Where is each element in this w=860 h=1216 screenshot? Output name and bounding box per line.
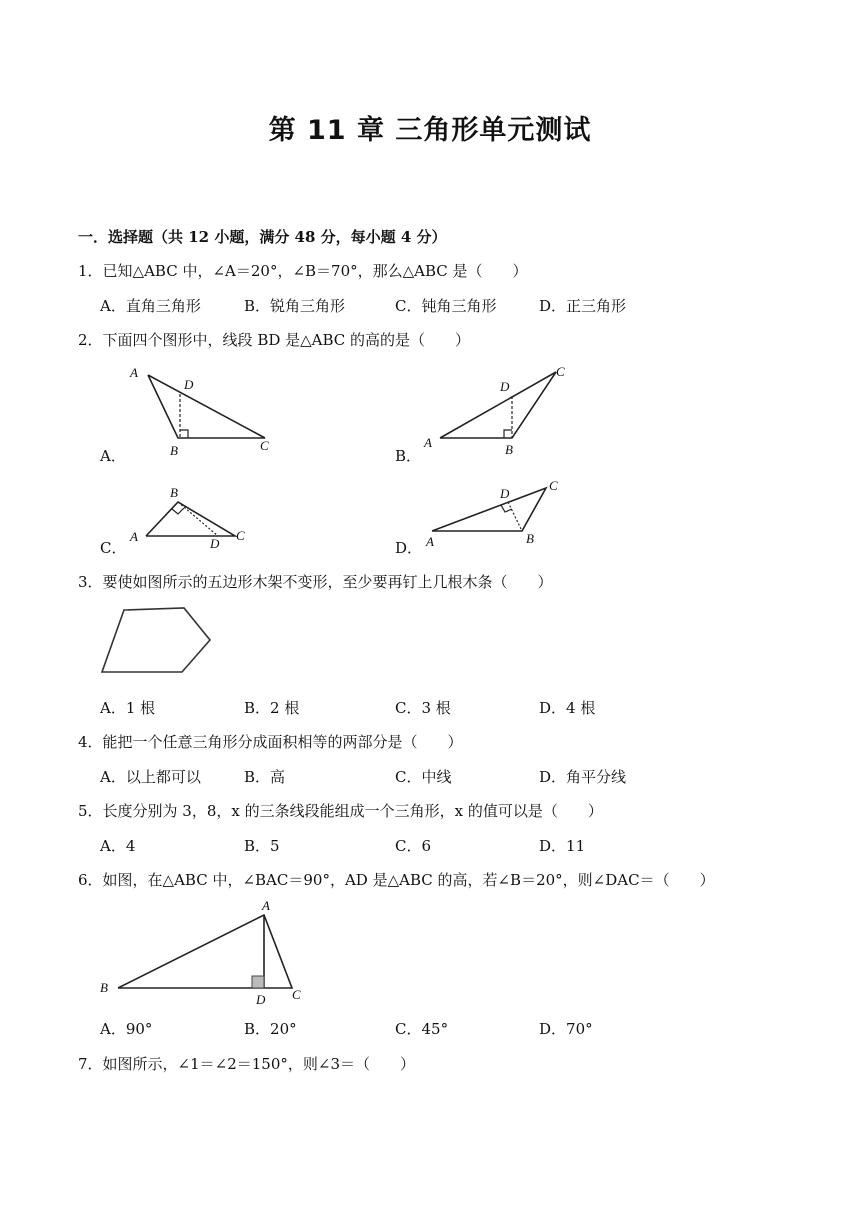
question-6-option-b[interactable]: B．20° <box>244 1020 297 1038</box>
fig6-label-b: B <box>100 980 108 995</box>
fig2d-label-c: C <box>549 478 558 493</box>
question-5-option-b[interactable]: B．5 <box>244 837 280 855</box>
question-7-stem: 7．如图所示，∠1＝∠2＝150°，则∠3＝（ ） <box>78 1055 416 1073</box>
question-5-stem: 5．长度分别为 3，8，x 的三条线段能组成一个三角形，x 的值可以是（ ） <box>78 802 603 820</box>
fig2c-label-a: A <box>130 529 138 544</box>
question-5-option-c[interactable]: C．6 <box>395 837 432 855</box>
fig2d-label-a: A <box>426 534 434 549</box>
fig2b-label-a: A <box>424 435 432 450</box>
question-6-option-c[interactable]: C．45° <box>395 1020 449 1038</box>
question-3-option-a[interactable]: A．1 根 <box>100 699 156 717</box>
page-title: 第 11 章 三角形单元测试 <box>268 115 592 146</box>
fig2c-label-b: B <box>170 485 178 500</box>
question-5-option-d[interactable]: D．11 <box>539 837 586 855</box>
question-1-option-c[interactable]: C．钝角三角形 <box>395 297 497 315</box>
question-6-option-a[interactable]: A．90° <box>100 1020 153 1038</box>
fig2a-label-b: B <box>170 443 178 458</box>
fig6-label-a: A <box>262 898 270 913</box>
question-2-option-d[interactable]: D． <box>395 539 423 557</box>
fig2c-label-c: C <box>236 528 245 543</box>
question-6-stem: 6．如图，在△ABC 中，∠BAC＝90°，AD 是△ABC 的高，若∠B＝20°，则∠DAC＝（ ） <box>78 871 715 889</box>
fig6-label-d: D <box>256 992 266 1007</box>
question-4-option-d[interactable]: D．角平分线 <box>539 768 627 786</box>
fig2c-label-d: D <box>210 536 220 551</box>
fig2b-label-b: B <box>505 442 513 457</box>
fig2b-label-d: D <box>500 379 510 394</box>
question-3-stem: 3．要使如图所示的五边形木架不变形，至少要再钉上几根木条（ ） <box>78 573 553 591</box>
question-2-option-b[interactable]: B． <box>395 447 422 465</box>
section-heading: 一．选择题（共 12 小题，满分 48 分，每小题 4 分） <box>78 228 447 246</box>
question-2-stem: 2．下面四个图形中，线段 BD 是△ABC 的高的是（ ） <box>78 331 471 349</box>
fig2a-label-d: D <box>184 377 194 392</box>
question-2-option-c[interactable]: C． <box>100 539 127 557</box>
question-1-option-d[interactable]: D．正三角形 <box>539 297 627 315</box>
question-3-option-d[interactable]: D．4 根 <box>539 699 596 717</box>
question-3-option-b[interactable]: B．2 根 <box>244 699 300 717</box>
question-3-option-c[interactable]: C．3 根 <box>395 699 451 717</box>
question-1-stem: 1．已知△ABC 中，∠A＝20°，∠B＝70°，那么△ABC 是（ ） <box>78 262 528 280</box>
question-2-option-a[interactable]: A． <box>100 447 126 465</box>
fig2d-label-d: D <box>500 486 510 501</box>
fig2a-label-c: C <box>260 438 269 453</box>
fig6-label-c: C <box>292 987 301 1002</box>
fig2b-label-c: C <box>556 364 565 379</box>
question-4-option-c[interactable]: C．中线 <box>395 768 452 786</box>
fig2a-label-a: A <box>130 365 138 380</box>
question-4-option-a[interactable]: A．以上都可以 <box>100 768 201 786</box>
question-1-option-b[interactable]: B．锐角三角形 <box>244 297 346 315</box>
question-4-stem: 4．能把一个任意三角形分成面积相等的两部分是（ ） <box>78 733 463 751</box>
question-1-option-a[interactable]: A．直角三角形 <box>100 297 201 315</box>
question-6-option-d[interactable]: D．70° <box>539 1020 593 1038</box>
fig2d-label-b: B <box>526 531 534 546</box>
question-5-option-a[interactable]: A．4 <box>100 837 136 855</box>
question-4-option-b[interactable]: B．高 <box>244 768 286 786</box>
